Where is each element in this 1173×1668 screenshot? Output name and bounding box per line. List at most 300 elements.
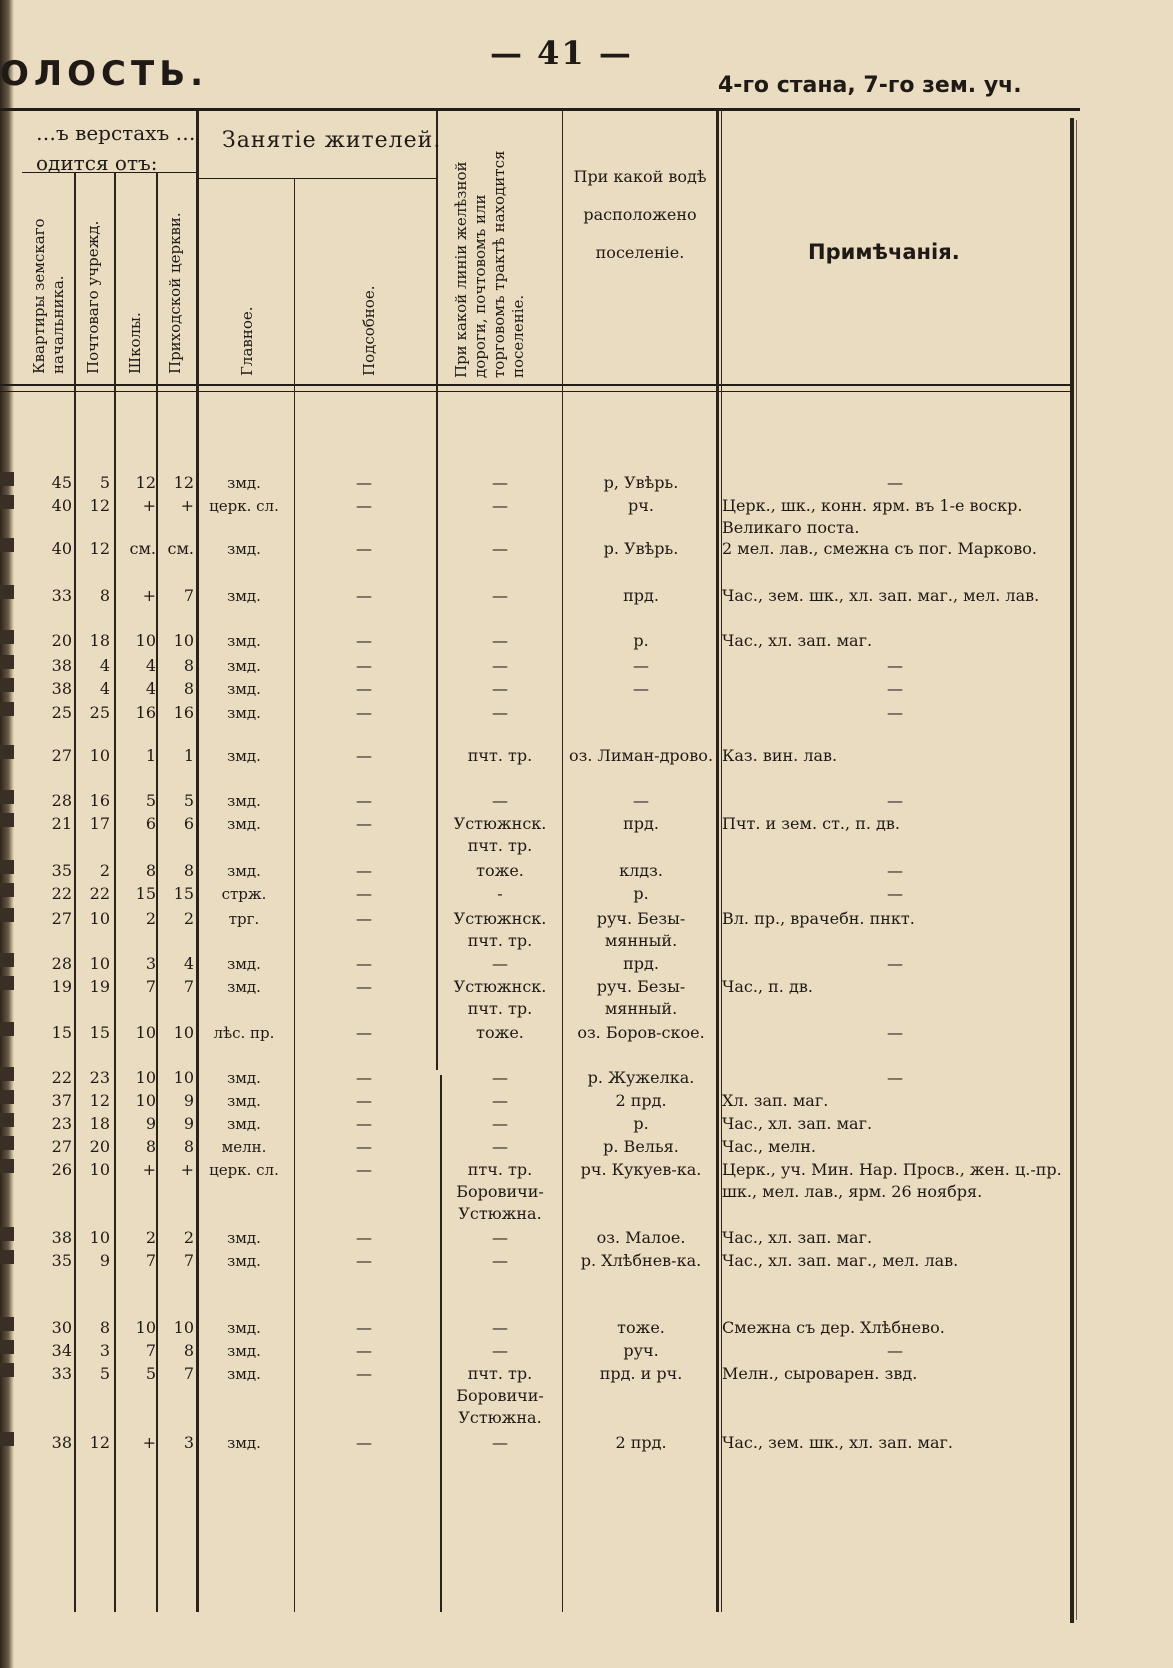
- cell-occupation-main: змд.: [227, 1252, 261, 1270]
- row-edge-mark: [0, 1022, 14, 1036]
- cell-occupation-main: трг.: [228, 910, 260, 928]
- cell-occupation-main: змд.: [227, 704, 261, 722]
- cell-dist-church: 8: [183, 656, 194, 675]
- col-rule: [74, 172, 76, 1612]
- cell-road: —: [492, 1091, 508, 1110]
- cell-occupation-main: змд.: [227, 657, 261, 675]
- distance-group-header: …ъ верстахъ …одится отъ:: [36, 121, 196, 175]
- cell-water: оз. Лиман-дрово.: [568, 746, 714, 765]
- cell-occupation-aux: —: [356, 954, 372, 973]
- cell-dist-post: 2: [99, 861, 110, 880]
- cell-occupation-main: змд.: [227, 1365, 261, 1383]
- cell-dist-zemsky: 28: [51, 954, 72, 973]
- cell-occupation-main: церк. сл.: [209, 497, 279, 515]
- cell-dist-church: см.: [167, 539, 194, 558]
- cell-water: руч. Безы-мянный.: [596, 909, 686, 950]
- cell-note: —: [887, 861, 903, 880]
- cell-occupation-aux: —: [356, 656, 372, 675]
- cell-road: —: [492, 703, 508, 722]
- cell-dist-school: 5: [145, 1364, 156, 1383]
- cell-dist-church: 2: [183, 909, 194, 928]
- cell-road: —: [492, 791, 508, 810]
- cell-dist-zemsky: 38: [51, 1433, 72, 1452]
- cell-occupation-main: змд.: [227, 1229, 261, 1247]
- cell-dist-post: 23: [89, 1068, 110, 1087]
- cell-water: прд.: [623, 954, 659, 973]
- row-edge-mark: [0, 953, 14, 967]
- cell-dist-school: 10: [135, 1068, 156, 1087]
- cell-occupation-main: змд.: [227, 632, 261, 650]
- cell-occupation-main: змд.: [227, 1092, 261, 1110]
- row-edge-mark: [0, 1067, 14, 1081]
- row-edge-mark: [0, 813, 14, 827]
- cell-occupation-aux: —: [356, 1091, 372, 1110]
- cell-dist-post: 15: [89, 1023, 110, 1042]
- cell-dist-zemsky: 33: [51, 586, 72, 605]
- cell-note: Вл. пр., врачебн. пнкт.: [722, 909, 915, 928]
- cell-occupation-aux: —: [356, 1228, 372, 1247]
- cell-dist-school: 10: [135, 1023, 156, 1042]
- page-binding-edge: [0, 0, 14, 1668]
- cell-dist-school: 10: [135, 1091, 156, 1110]
- cell-water: р. Увѣрь.: [603, 539, 679, 558]
- row-edge-mark: [0, 538, 14, 552]
- col-header-main: Главное.: [238, 306, 256, 376]
- cell-dist-school: 4: [145, 656, 156, 675]
- cell-occupation-main: стрж.: [221, 885, 267, 903]
- cell-note: —: [887, 884, 903, 903]
- cell-dist-zemsky: 27: [51, 746, 72, 765]
- cell-note: —: [887, 791, 903, 810]
- cell-dist-zemsky: 27: [51, 909, 72, 928]
- cell-dist-zemsky: 23: [51, 1114, 72, 1133]
- cell-water: рч.: [628, 496, 654, 515]
- cell-dist-school: 9: [145, 1114, 156, 1133]
- row-edge-mark: [0, 1090, 14, 1104]
- cell-occupation-aux: —: [356, 861, 372, 880]
- cell-dist-post: 22: [89, 884, 110, 903]
- col-rule: [716, 110, 719, 1612]
- cell-road: —: [492, 1433, 508, 1452]
- cell-dist-church: 4: [183, 954, 194, 973]
- cell-dist-school: 3: [145, 954, 156, 973]
- header-bottom-rule: [0, 384, 1070, 386]
- right-frame-rule-2: [1076, 120, 1077, 1620]
- cell-dist-post: 8: [99, 586, 110, 605]
- cell-dist-school: 10: [135, 631, 156, 650]
- cell-water: —: [633, 656, 649, 675]
- cell-note: —: [887, 1068, 903, 1087]
- cell-dist-church: 16: [173, 703, 194, 722]
- cell-road: тоже.: [476, 1023, 524, 1042]
- row-edge-mark: [0, 472, 14, 486]
- cell-dist-zemsky: 37: [51, 1091, 72, 1110]
- cell-occupation-main: мелн.: [221, 1138, 267, 1156]
- cell-note: —: [887, 703, 903, 722]
- cell-dist-church: 10: [173, 1318, 194, 1337]
- row-edge-mark: [0, 883, 14, 897]
- cell-occupation-main: змд.: [227, 862, 261, 880]
- cell-water: р. Жужелка.: [587, 1068, 695, 1087]
- cell-dist-school: 5: [145, 791, 156, 810]
- cell-dist-post: 10: [89, 909, 110, 928]
- cell-dist-zemsky: 33: [51, 1364, 72, 1383]
- occupation-group-rule: [198, 178, 436, 179]
- cell-water: р. Велья.: [603, 1137, 679, 1156]
- cell-occupation-main: змд.: [227, 747, 261, 765]
- cell-dist-church: 7: [183, 1251, 194, 1270]
- cell-note: Час., зем. шк., хл. зап. маг., мел. лав.: [722, 586, 1040, 605]
- cell-dist-zemsky: 38: [51, 679, 72, 698]
- cell-road: —: [492, 656, 508, 675]
- cell-dist-church: 3: [183, 1433, 194, 1452]
- cell-occupation-aux: —: [356, 1318, 372, 1337]
- cell-road: —: [492, 679, 508, 698]
- row-edge-mark: [0, 1250, 14, 1264]
- cell-occupation-aux: —: [356, 703, 372, 722]
- cell-water: р.: [633, 1114, 649, 1133]
- cell-water: руч. Безы-мянный.: [596, 977, 686, 1018]
- cell-occupation-aux: —: [356, 1364, 372, 1383]
- cell-dist-school: 10: [135, 1318, 156, 1337]
- cell-dist-zemsky: 27: [51, 1137, 72, 1156]
- row-edge-mark: [0, 745, 14, 759]
- col-header-notes: Примѣчанія.: [808, 240, 960, 264]
- col-header-school: Школы.: [126, 312, 144, 374]
- cell-dist-church: 8: [183, 679, 194, 698]
- cell-dist-zemsky: 34: [51, 1341, 72, 1360]
- cell-road: —: [492, 1341, 508, 1360]
- cell-road: Устюжнск. пчт. тр.: [453, 909, 547, 950]
- cell-dist-zemsky: 19: [51, 977, 72, 996]
- cell-occupation-main: змд.: [227, 1319, 261, 1337]
- cell-note: Смежна съ дер. Хлѣбнево.: [722, 1318, 945, 1337]
- cell-occupation-main: змд.: [227, 792, 261, 810]
- cell-occupation-main: змд.: [227, 1069, 261, 1087]
- row-edge-mark: [0, 860, 14, 874]
- cell-occupation-aux: —: [356, 1114, 372, 1133]
- row-edge-mark: [0, 1159, 14, 1173]
- cell-note: Час., хл. зап. маг.: [722, 1228, 873, 1247]
- cell-dist-church: 10: [173, 631, 194, 650]
- cell-occupation-aux: —: [356, 884, 372, 903]
- row-edge-mark: [0, 908, 14, 922]
- cell-dist-school: 1: [145, 746, 156, 765]
- cell-dist-zemsky: 35: [51, 861, 72, 880]
- cell-dist-school: +: [142, 1160, 156, 1179]
- col-rule: [294, 178, 295, 1612]
- cell-occupation-aux: —: [356, 909, 372, 928]
- cell-dist-post: 18: [89, 1114, 110, 1133]
- cell-dist-post: 4: [99, 679, 110, 698]
- row-edge-mark: [0, 1340, 14, 1354]
- cell-note: —: [887, 1023, 903, 1042]
- cell-dist-church: 7: [183, 1364, 194, 1383]
- cell-road: —: [492, 586, 508, 605]
- cell-occupation-aux: —: [356, 539, 372, 558]
- cell-dist-zemsky: 22: [51, 1068, 72, 1087]
- cell-road: Устюжнск. пчт. тр.: [453, 977, 547, 1018]
- cell-note: —: [887, 656, 903, 675]
- cell-note: —: [887, 1341, 903, 1360]
- cell-dist-zemsky: 40: [51, 496, 72, 515]
- cell-road: пчт. тр. Боровичи-Устюжна.: [456, 1364, 544, 1427]
- cell-note: Час., п. дв.: [722, 977, 813, 996]
- cell-water: р.: [633, 884, 649, 903]
- cell-dist-post: 12: [89, 539, 110, 558]
- cell-dist-zemsky: 15: [51, 1023, 72, 1042]
- cell-occupation-aux: —: [356, 1023, 372, 1042]
- cell-occupation-main: церк. сл.: [209, 1161, 279, 1179]
- cell-occupation-aux: —: [356, 746, 372, 765]
- cell-dist-church: +: [180, 1160, 194, 1179]
- cell-occupation-aux: —: [356, 1137, 372, 1156]
- row-edge-mark: [0, 1136, 14, 1150]
- cell-dist-zemsky: 22: [51, 884, 72, 903]
- col-header-zemsky: Квартиры земскаго начальника.: [30, 218, 67, 374]
- cell-water: оз. Малое.: [596, 1228, 686, 1247]
- cell-road: —: [492, 954, 508, 973]
- cell-dist-school: +: [142, 496, 156, 515]
- cell-water: 2 прд.: [615, 1091, 667, 1110]
- cell-occupation-aux: —: [356, 473, 372, 492]
- cell-dist-school: 7: [145, 1341, 156, 1360]
- cell-note: Пчт. и зем. ст., п. дв.: [722, 814, 900, 833]
- district-heading: 4-го стана, 7-го зем. уч.: [718, 73, 1022, 98]
- row-edge-mark: [0, 585, 14, 599]
- cell-dist-school: 12: [135, 473, 156, 492]
- cell-note: Мелн., сыроварен. звд.: [722, 1364, 918, 1383]
- cell-dist-school: 6: [145, 814, 156, 833]
- cell-water: р, Увѣрь.: [603, 473, 679, 492]
- cell-dist-school: см.: [129, 539, 156, 558]
- cell-water: прд.: [623, 586, 659, 605]
- cell-water: прд.: [623, 814, 659, 833]
- cell-dist-post: 5: [99, 473, 110, 492]
- cell-water: р.: [633, 631, 649, 650]
- cell-occupation-main: змд.: [227, 474, 261, 492]
- cell-road: тоже.: [476, 861, 524, 880]
- cell-water: клдз.: [619, 861, 663, 880]
- cell-dist-post: 9: [99, 1251, 110, 1270]
- cell-road: —: [492, 1114, 508, 1133]
- cell-occupation-aux: —: [356, 1160, 372, 1179]
- cell-water: р. Хлѣбнев-ка.: [580, 1251, 702, 1270]
- cell-road: —: [492, 473, 508, 492]
- cell-occupation-main: змд.: [227, 540, 261, 558]
- cell-dist-post: 10: [89, 746, 110, 765]
- cell-dist-church: 9: [183, 1114, 194, 1133]
- cell-note: Час., зем. шк., хл. зап. маг.: [722, 1433, 953, 1452]
- cell-dist-church: 10: [173, 1023, 194, 1042]
- cell-occupation-aux: —: [356, 977, 372, 996]
- cell-road: птч. тр. Боровичи-Устюжна.: [456, 1160, 544, 1223]
- cell-dist-zemsky: 40: [51, 539, 72, 558]
- cell-note: —: [887, 473, 903, 492]
- cell-dist-school: 7: [145, 1251, 156, 1270]
- cell-occupation-aux: —: [356, 679, 372, 698]
- col-header-aux: Подсобное.: [360, 285, 378, 376]
- cell-dist-zemsky: 38: [51, 656, 72, 675]
- cell-note: Час., хл. зап. маг., мел. лав.: [722, 1251, 959, 1270]
- cell-note: 2 мел. лав., смежна съ пог. Марково.: [722, 539, 1037, 558]
- row-edge-mark: [0, 495, 14, 509]
- cell-dist-church: 1: [183, 746, 194, 765]
- cell-dist-school: 2: [145, 909, 156, 928]
- cell-dist-zemsky: 28: [51, 791, 72, 810]
- cell-dist-school: 4: [145, 679, 156, 698]
- cell-road: —: [492, 1251, 508, 1270]
- cell-dist-post: 3: [99, 1341, 110, 1360]
- cell-dist-school: 2: [145, 1228, 156, 1247]
- row-edge-mark: [0, 702, 14, 716]
- cell-occupation-main: лѣс. пр.: [213, 1024, 275, 1042]
- cell-dist-church: 5: [183, 791, 194, 810]
- cell-occupation-main: змд.: [227, 978, 261, 996]
- cell-dist-church: 2: [183, 1228, 194, 1247]
- cell-water: тоже.: [617, 1318, 665, 1337]
- cell-note: —: [887, 954, 903, 973]
- row-edge-mark: [0, 678, 14, 692]
- cell-road: —: [492, 539, 508, 558]
- cell-dist-church: 9: [183, 1091, 194, 1110]
- cell-occupation-main: змд.: [227, 1434, 261, 1452]
- cell-dist-post: 10: [89, 1228, 110, 1247]
- cell-dist-church: 7: [183, 977, 194, 996]
- row-edge-mark: [0, 1363, 14, 1377]
- cell-dist-zemsky: 26: [51, 1160, 72, 1179]
- cell-dist-post: 10: [89, 1160, 110, 1179]
- cell-dist-church: 10: [173, 1068, 194, 1087]
- cell-note: —: [887, 679, 903, 698]
- cell-road: —: [492, 1068, 508, 1087]
- cell-note: Каз. вин. лав.: [722, 746, 838, 765]
- cell-occupation-aux: —: [356, 791, 372, 810]
- col-header-post: Почтоваго учрежд.: [84, 220, 102, 374]
- cell-dist-school: 16: [135, 703, 156, 722]
- cell-dist-zemsky: 20: [51, 631, 72, 650]
- cell-note: Час., хл. зап. маг.: [722, 1114, 873, 1133]
- cell-dist-post: 25: [89, 703, 110, 722]
- row-edge-mark: [0, 1432, 14, 1446]
- cell-dist-church: 8: [183, 861, 194, 880]
- cell-dist-church: 7: [183, 586, 194, 605]
- cell-water: рч. Кукуев-ка.: [580, 1160, 702, 1179]
- cell-occupation-aux: —: [356, 631, 372, 650]
- cell-dist-zemsky: 35: [51, 1251, 72, 1270]
- cell-dist-post: 12: [89, 1433, 110, 1452]
- cell-water: руч.: [623, 1341, 659, 1360]
- cell-dist-school: +: [142, 1433, 156, 1452]
- cell-dist-post: 5: [99, 1364, 110, 1383]
- row-edge-mark: [0, 976, 14, 990]
- cell-occupation-main: змд.: [227, 955, 261, 973]
- cell-note: Церк., шк., конн. ярм. въ 1-е воскр. Великаго поста.: [722, 496, 1023, 537]
- cell-dist-school: 8: [145, 1137, 156, 1156]
- cell-dist-church: 6: [183, 814, 194, 833]
- cell-occupation-aux: —: [356, 1068, 372, 1087]
- cell-note: Хл. зап. маг.: [722, 1091, 829, 1110]
- cell-dist-zemsky: 30: [51, 1318, 72, 1337]
- col-header-church: Приходской церкви.: [166, 212, 184, 374]
- cell-occupation-main: змд.: [227, 815, 261, 833]
- row-edge-mark: [0, 790, 14, 804]
- cell-occupation-main: змд.: [227, 1115, 261, 1133]
- cell-dist-church: 15: [173, 884, 194, 903]
- cell-dist-post: 8: [99, 1318, 110, 1337]
- cell-dist-post: 10: [89, 954, 110, 973]
- cell-dist-post: 12: [89, 496, 110, 515]
- cell-occupation-main: змд.: [227, 680, 261, 698]
- cell-occupation-aux: —: [356, 1433, 372, 1452]
- row-edge-mark: [0, 630, 14, 644]
- cell-road: -: [497, 884, 503, 903]
- cell-dist-post: 16: [89, 791, 110, 810]
- occupation-group-header: Занятіе жителей.: [222, 128, 442, 153]
- cell-road: —: [492, 1318, 508, 1337]
- cell-dist-school: 8: [145, 861, 156, 880]
- cell-dist-church: +: [180, 496, 194, 515]
- cell-dist-post: 18: [89, 631, 110, 650]
- cell-road: —: [492, 1137, 508, 1156]
- cell-road: Устюжнск. пчт. тр.: [453, 814, 547, 855]
- col-header-water: При какой водѣ расположено поселеніе.: [573, 167, 707, 262]
- cell-water: оз. Боров-ское.: [577, 1023, 705, 1042]
- col-rule: [562, 110, 563, 1612]
- cell-road: —: [492, 496, 508, 515]
- cell-dist-church: 8: [183, 1137, 194, 1156]
- cell-dist-school: +: [142, 586, 156, 605]
- cell-dist-school: 15: [135, 884, 156, 903]
- cell-dist-post: 17: [89, 814, 110, 833]
- cell-occupation-aux: —: [356, 814, 372, 833]
- cell-dist-church: 12: [173, 473, 194, 492]
- cell-dist-post: 4: [99, 656, 110, 675]
- cell-note: Час., хл. зап. маг.: [722, 631, 873, 650]
- cell-occupation-aux: —: [356, 496, 372, 515]
- cell-note: Церк., уч. Мин. Нар. Просв., жен. ц.-пр. шк., мел. лав., ярм. 26 ноября.: [722, 1160, 1062, 1201]
- cell-water: прд. и рч.: [599, 1364, 683, 1383]
- col-rule: [114, 172, 116, 1612]
- cell-dist-post: 20: [89, 1137, 110, 1156]
- row-edge-mark: [0, 1113, 14, 1127]
- cell-occupation-aux: —: [356, 586, 372, 605]
- cell-dist-zemsky: 45: [51, 473, 72, 492]
- cell-road: пчт. тр.: [467, 746, 533, 765]
- page-number: — 41 —: [490, 34, 633, 72]
- row-edge-mark: [0, 1317, 14, 1331]
- cell-water: 2 прд.: [615, 1433, 667, 1452]
- cell-dist-post: 12: [89, 1091, 110, 1110]
- right-frame-rule: [1070, 118, 1074, 1623]
- row-edge-mark: [0, 655, 14, 669]
- cell-dist-post: 19: [89, 977, 110, 996]
- cell-occupation-main: змд.: [227, 1342, 261, 1360]
- cell-dist-school: 7: [145, 977, 156, 996]
- col-header-road: При какой линіи желѣзной дороги, почтовомъ или торговомъ трактѣ находится поселеніе.: [452, 150, 527, 378]
- cell-road: —: [492, 631, 508, 650]
- cell-water: —: [633, 791, 649, 810]
- header-bottom-rule-2: [0, 391, 1070, 392]
- row-edge-mark: [0, 1227, 14, 1241]
- cell-note: Час., мелн.: [722, 1137, 816, 1156]
- cell-dist-zemsky: 21: [51, 814, 72, 833]
- cell-occupation-aux: —: [356, 1341, 372, 1360]
- top-rule: [0, 108, 1080, 111]
- cell-occupation-main: змд.: [227, 587, 261, 605]
- cell-road: —: [492, 1228, 508, 1247]
- cell-dist-zemsky: 25: [51, 703, 72, 722]
